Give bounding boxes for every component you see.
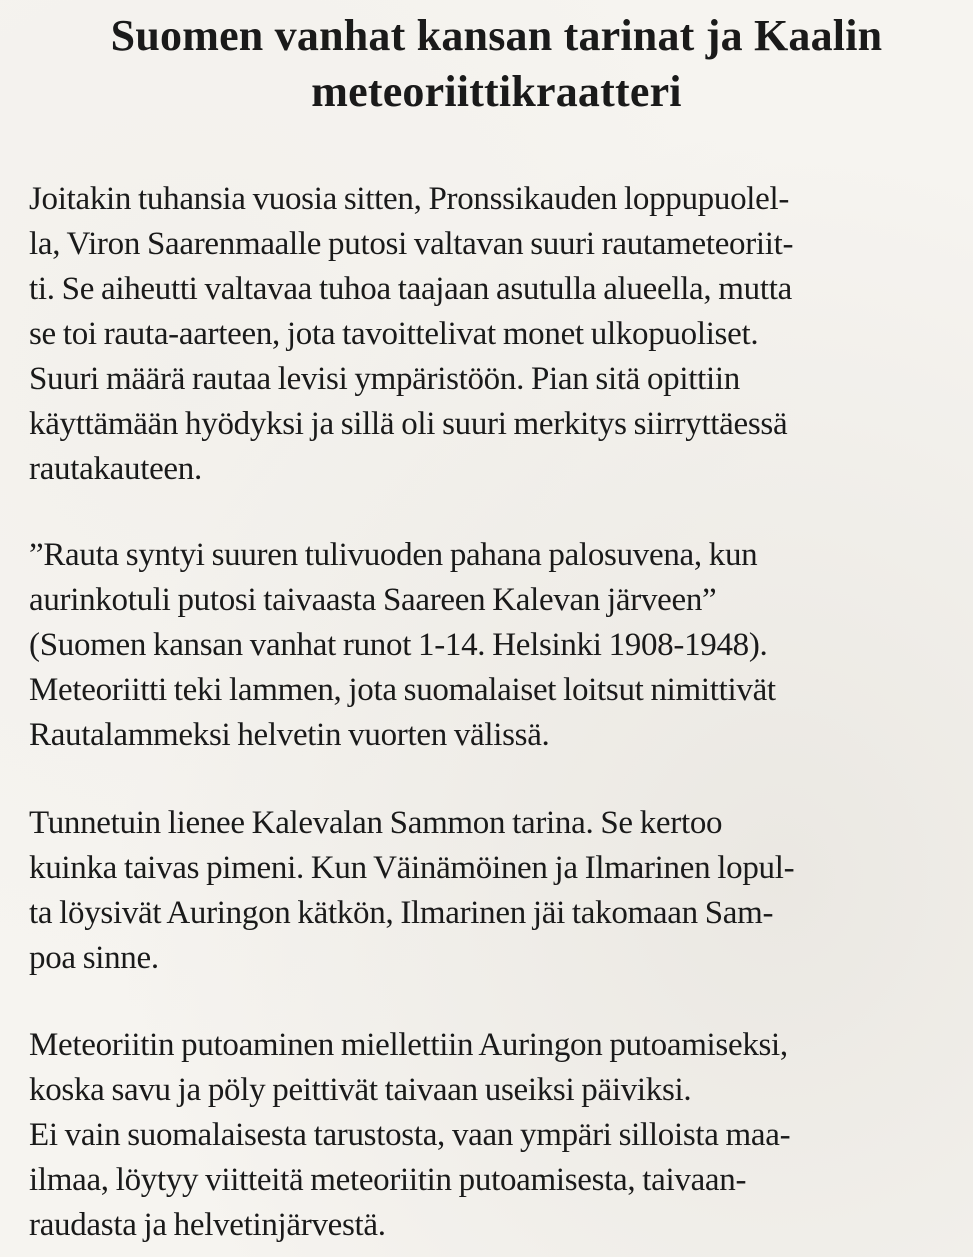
- text-line: (Suomen kansan vanhat runot 1-14. Helsinki 1908-1948).: [29, 627, 768, 663]
- text-line: käyttämään hyödyksi ja sillä oli suuri merkitys siirryttäessä: [29, 406, 788, 442]
- text-line: ta löysivät Auringon kätkön, Ilmarinen jäi takomaan Sam-: [29, 895, 774, 931]
- text-line: rautakauteen.: [29, 451, 202, 487]
- text-line: Joitakin tuhansia vuosia sitten, Pronssikauden loppupuolel-: [29, 181, 790, 217]
- text-line: kuinka taivas pimeni. Kun Väinämöinen ja Ilmarinen lopul-: [29, 850, 795, 886]
- title-line: Suomen vanhat kansan tarinat ja Kaalin: [110, 11, 883, 60]
- text-line: Suuri määrä rautaa levisi ympäristöön. Pian sitä opittiin: [29, 361, 740, 397]
- paragraph-bronze-age: [29, 177, 969, 492]
- text-line: aurinkotuli putosi taivaasta Saareen Kalevan järveen”: [29, 582, 717, 618]
- text-line: ti. Se aiheutti valtavaa tuhoa taajaan asutulla alueella, mutta: [29, 271, 792, 307]
- title-line: meteoriittikraatteri: [311, 67, 682, 116]
- text-line: Ei vain suomalaisesta tarustosta, vaan ympäri silloista maa-: [29, 1117, 791, 1153]
- text-line: poa sinne.: [29, 940, 159, 976]
- text-line: Meteoriitin putoaminen miellettiin Auringon putoamiseksi,: [29, 1027, 788, 1063]
- text-line: se toi rauta-aarteen, jota tavoittelivat monet ulkopuoliset.: [29, 316, 759, 352]
- text-line: Meteoriitti teki lammen, jota suomalaiset loitsut nimittivät: [29, 672, 776, 708]
- paragraph-sun-falling: [29, 1023, 969, 1248]
- text-line: la, Viron Saarenmaalle putosi valtavan suuri rautameteoriit-: [29, 226, 794, 262]
- page-title: [0, 8, 973, 120]
- paragraph-rune-quote: [29, 533, 969, 758]
- text-line: koska savu ja pöly peittivät taivaan useiksi päiviksi.: [29, 1072, 692, 1108]
- text-line: Tunnetuin lienee Kalevalan Sammon tarina. Se kertoo: [29, 805, 723, 841]
- text-line: ilmaa, löytyy viitteitä meteoriitin putoamisesta, taivaan-: [29, 1162, 747, 1198]
- text-line: Rautalammeksi helvetin vuorten välissä.: [29, 717, 550, 753]
- text-line: ”Rauta syntyi suuren tulivuoden pahana palosuvena, kun: [29, 537, 758, 573]
- text-line: raudasta ja helvetinjärvestä.: [29, 1207, 386, 1243]
- paragraph-sampo: [29, 801, 969, 981]
